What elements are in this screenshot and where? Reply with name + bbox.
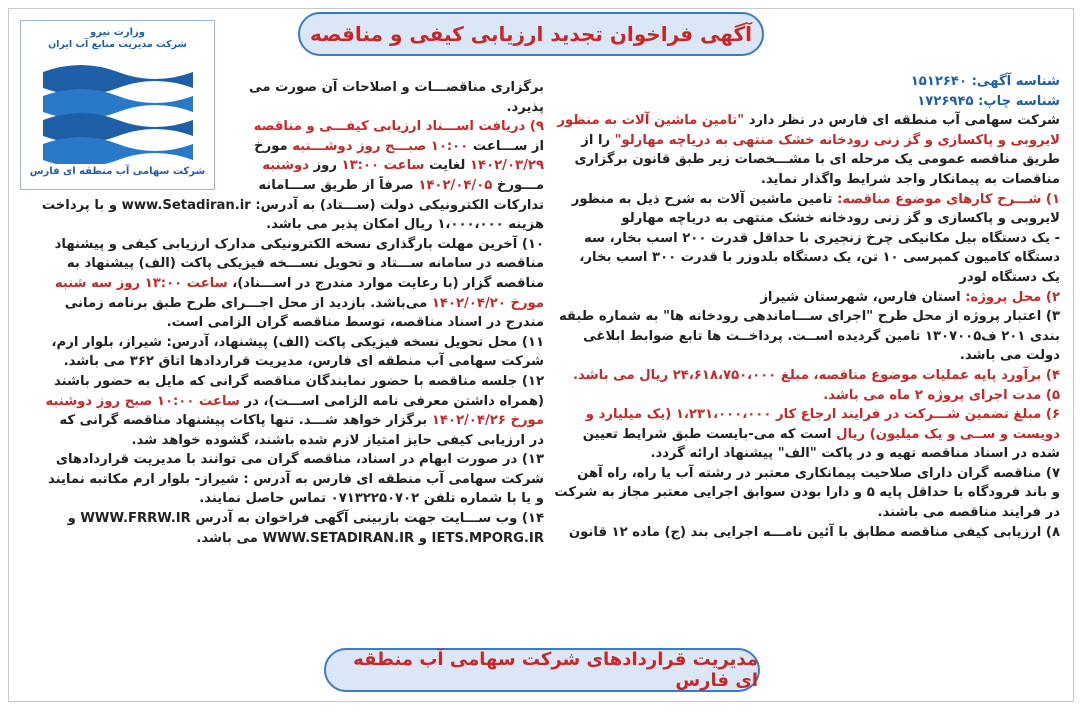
item-3-line-c: دولت می باشد. [959, 348, 1060, 364]
item-9-line-d: تدارکات الکترونیکی دولت (ســـتاد) به آدرس: www.Setadiran.ir و با پرداخت [41, 197, 544, 213]
item-7-line-b: و باند فرودگاه با حداقل پایه ۵ و دارا بودن سوابق اجرایی معتبر مجاز به شرکت [554, 485, 1060, 501]
item-5-line: ۵) مدت اجرای پروژه ۲ ماه می باشد. [823, 387, 1060, 403]
print-id-line: شناسه چاپ: ۱۷۲۶۹۴۵ [917, 93, 1060, 109]
cont-line-2: پذیرد. [506, 99, 544, 115]
item-9-line-e: هزینه ۱،۰۰۰،۰۰۰ ریال امکان پذیر می باشد. [266, 217, 544, 233]
item-6-line-b: دویست و ســی و یک میلیون) ریال است که می-بایست طبق شرایط تعیین [582, 426, 1060, 442]
item-9-line-b: ۱۴۰۲/۰۳/۲۹ لغایت ساعت ۱۳:۰۰ روز دوشنبه [262, 158, 544, 174]
logo-ministry: وزارت نیرو [90, 27, 145, 38]
item-1-line-c: - یک دستگاه بیل مکانیکی چرخ زنجیری با حداقل قدرت ۲۰۰ اسب بخار، سه [584, 230, 1060, 246]
print-id: ۱۷۲۶۹۴۵ [917, 93, 974, 109]
item-7-line-a: ۷) مناقصه گران دارای صلاحیت پیمانکاری معتبر در رشته آب یا راه، راه آهن [577, 465, 1060, 481]
frrw-link[interactable]: WWW.FRRW.IR [80, 511, 191, 527]
intro-line-2: لایروبی و پاکسازی و گز زنی رودخانه خشک منتهی به دریاچه مهارلو" را از [581, 132, 1060, 148]
item-10-line-e: مندرج در اسناد مناقصه، توسط مناقصه گران الزامی است. [166, 315, 544, 331]
item-12-line-b: (همراه داشتن معرفی نامه الزامی اســـت)، در ساعت ۱۰:۰۰ صبح روز دوشنبه [45, 393, 544, 409]
item-12-line-c: مورخ ۱۴۰۲/۰۴/۲۶ برگزار خواهد شـــد. تنها پاکات پیشنهاد مناقصه گرانی که [59, 413, 544, 429]
item-1-line-b: لایروبی و پاکسازی و گز زنی رودخانه خشک منتهی به دریاچه مهارلو [621, 211, 1060, 227]
item-1-line-e: یک دستگاه لودر [959, 269, 1060, 285]
logo-company-bottom: شرکت سهامی آب منطقه ای فارس [29, 166, 206, 177]
left-column [28, 78, 544, 548]
item-1-line-d: دستگاه کامیون کمپرسی ۱۰ تن، یک دستگاه بلدوزر با قدرت ۳۰۰ اسب بخار، [579, 250, 1060, 266]
item-8-line: ۸) ارزیابی کیفی مناقصه مطابق با آئین نامـــه اجرایی بند (ج) ماده ۱۲ قانون [568, 524, 1060, 540]
intro-line-1: شرکت سهامی آب منطقه ای فارس در نظر دارد "تامین ماشین آلات به منظور [557, 113, 1060, 129]
item-14-line-a: ۱۴) وب ســـایت جهت بازبینی آگهی فراخوان به آدرس WWW.FRRW.IR و [67, 511, 544, 527]
item-2-line: ۲) محل پروژه: استان فارس، شهرستان شیراز [760, 289, 1060, 305]
item-9-line-c: مـــورخ ۱۴۰۲/۰۴/۰۵ صرفاً از طریق ســـامانه [258, 177, 544, 193]
item-13-line-c: و یا با شماره تلفن ۰۷۱۳۲۲۵۰۷۰۲ تماس حاصل نمایند. [199, 491, 544, 507]
footer-banner [324, 648, 760, 692]
item-11-line-a: ۱۱) محل تحویل نسخه فیزیکی پاکت (الف) پیشنهاد، آدرس: شیراز، بلوار ارم، [51, 334, 544, 350]
item-7-line-c: در فرایند مناقصه می باشند. [877, 505, 1060, 521]
setadiran-link[interactable]: www.Setadiran.ir [121, 197, 251, 213]
item-12-line-d: در ارزیابی کیفی حایز امتیاز لازم شده باشند، گشوده خواهد شد. [131, 432, 544, 448]
ad-id: ۱۵۱۲۶۴۰ [910, 74, 968, 89]
item-10-line-b: مناقصه در سامانه ســـتاد و تحویل نســـخه فیزیکی پاکت (الف) پیشنهاد به [66, 256, 544, 272]
intro-line-3: طریق مناقصه عمومی یک مرحله ای با مشـــخصات زیر طبق قانون برگزاری [574, 152, 1060, 168]
item-10-line-d: مورخ ۱۴۰۲/۰۴/۲۰ می‌باشد. بازدید از محل اجـــرای طرح طبق برنامه زمانی [64, 295, 544, 311]
item-13-line-a: ۱۳) در صورت ابهام در اسناد، مناقصه گران می توانند با مدیریت قراردادهای [55, 452, 544, 468]
item-14-line-b: IETS.MPORG.IR و WWW.SETADIRAN.IR می باشد. [196, 530, 544, 546]
item-13-line-b: شرکت سهامی آب منطقه ای فارس به آدرس : شیراز- بلوار ارم مکاتبه نمایند [47, 471, 544, 487]
footer-title: مدیریت قراردادهای شرکت سهامی آب منطقه ای فارس [353, 649, 758, 691]
item-4-line: ۴) برآورد پایه عملیات موضوع مناقصه، مبلغ ۲۴،۶۱۸،۷۵۰،۰۰۰ ریال می باشد. [573, 367, 1060, 383]
item-9-label: ۹) دریافت اســـناد ارزیابی کیفـــی و مناقصه [253, 119, 544, 135]
item-6-line-a: ۶) مبلغ تضمین شـــرکت در فرایند ارجاع کار ۱،۲۳۱،۰۰۰،۰۰۰ (یک میلیارد و [585, 407, 1060, 423]
cont-line-1: برگزاری مناقصـــات و اصلاحات آن صورت می [249, 80, 544, 95]
item-10-line-c: مناقصه گزار (با رعایت موارد مندرج در اســـناد)، ساعت ۱۳:۰۰ روز سه شنبه [54, 275, 544, 291]
item-3-line-b: بندی ۲۰۱ ف۱۳۰۷۰۰۵ تامین گردیده اســت. پرداخــت ها تابع ضوابط ابلاغی [583, 328, 1060, 344]
iets-link[interactable]: IETS.MPORG.IR [431, 530, 544, 546]
right-column [548, 72, 1060, 542]
page-title [298, 12, 764, 56]
item-12-line-a: ۱۲) جلسه مناقصه با حضور نمایندگان مناقصه گرانی که مایل به حضور باشند [54, 373, 544, 389]
ad-id-line: شناسه آگهی: ۱۵۱۲۶۴۰ [910, 74, 1060, 89]
item-1-line-a: ۱) شـــرح کارهای موضوع مناقصه: تامین ماشین آلات به شرح ذیل به منظور [571, 191, 1060, 207]
setadiran-upper-link[interactable]: WWW.SETADIRAN.IR [262, 530, 415, 546]
item-10-line-a: ۱۰) آخرین مهلت بارگذاری نسخه الکترونیکی مدارک ارزیابی کیفی و پیشنهاد [54, 236, 544, 252]
item-6-line-c: شده در اسناد مناقصه تهیه و در پاکت "الف" پیشنهاد ارائه گردد. [650, 446, 1060, 462]
logo-company-top: شرکت مدیریت منابع آب ایران [48, 39, 187, 50]
item-3-line-a: ۳) اعتبار پروژه از محل طرح "اجرای ســـاماندهی رودخانه ها" به شماره طبقه [558, 309, 1060, 325]
title-text: آگهی فراخوان تجدید ارزیابی کیفی و مناقصه [310, 22, 753, 46]
intro-line-4: مناقصات به پیمانکار واجد شرایط واگذار نماید. [760, 171, 1060, 187]
item-11-line-b: شرکت سهامی آب منطقه ای فارس، مدیریت قراردادها اتاق ۳۶۲ می باشد. [63, 354, 544, 370]
item-9-line-a: از ســـاعت ۱۰:۰۰ صبـــح روز دوشـــنبه مورخ [254, 138, 544, 154]
